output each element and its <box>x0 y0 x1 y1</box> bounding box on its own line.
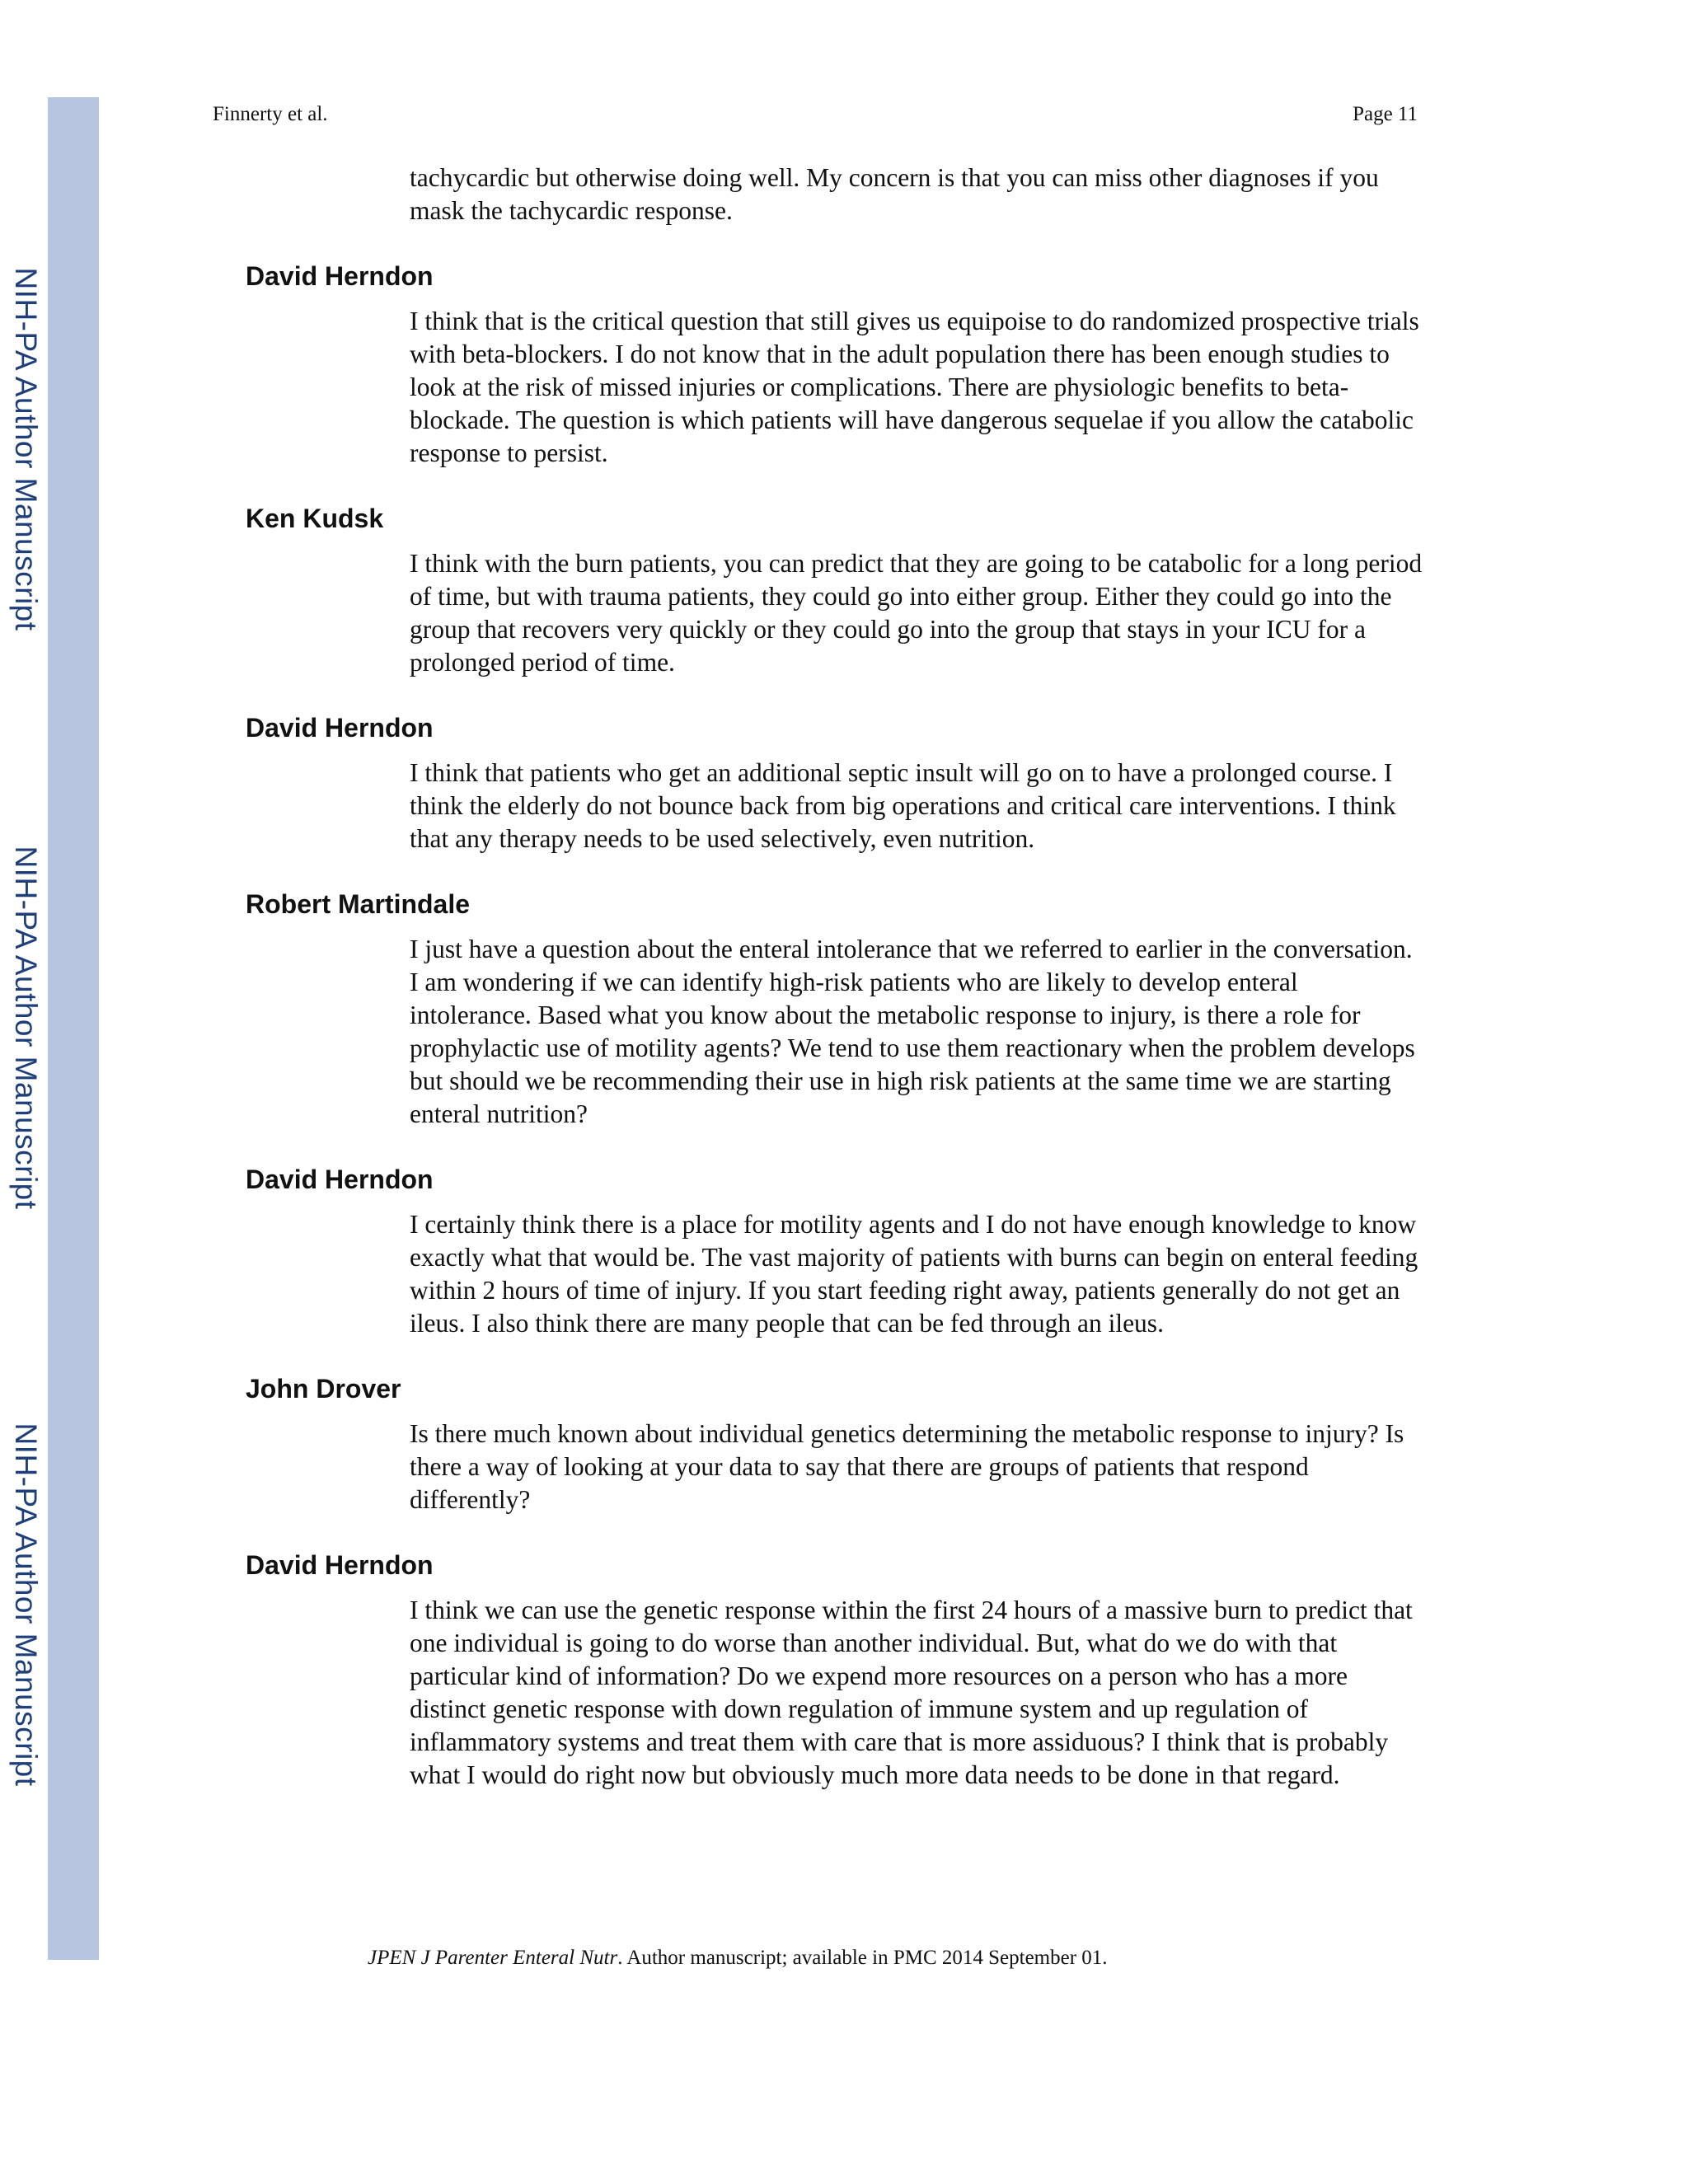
paragraph: I just have a question about the enteral intolerance that we referred to earlier in the conversation. I am wondering if we can identify high-risk patients who are likely to develop enteral intolerance. Based what you know about the metabolic response to injury, is there a role for prophylactic use of motility agents? We tend to use them reactionary when the problem develops but should we be recommending their use in high risk patients at the same time we are starting enteral nutrition? <box>410 935 1415 1128</box>
running-head-page-number: Page 11 <box>1353 103 1418 125</box>
exchange <box>0 1372 1688 1516</box>
exchange <box>0 502 1688 679</box>
paragraph: I certainly think there is a place for motility agents and I do not have enough knowledge to know exactly what that would be. The vast majority of patients with burns can begin on enteral feeding within 2 hours of time of injury. If you start feeding right away, patients generally do not get an ileus. I also think there are many people that can be fed through an ileus. <box>410 1210 1418 1338</box>
speaker-name: David Herndon <box>246 713 434 743</box>
paragraph: I think with the burn patients, you can predict that they are going to be catabolic for a long period of time, but with trauma patients, they could go into either group. Either they could go into the group that recovers very quickly or they could go into the group that stays in your ICU for a prolonged period of time. <box>410 549 1423 677</box>
speaker-name: Robert Martindale <box>246 889 471 919</box>
availability-note: . Author manuscript; available in PMC 2014 September 01. <box>617 1947 1108 1969</box>
journal-name: JPEN J Parenter Enteral Nutr <box>368 1947 618 1969</box>
speaker-name: John Drover <box>246 1374 401 1404</box>
paragraph: tachycardic but otherwise doing well. My concern is that you can miss other diagnoses if you mask the tachycardic response. <box>410 163 1379 225</box>
exchange <box>0 1549 1688 1792</box>
speaker-name: Ken Kudsk <box>246 504 384 533</box>
speaker-name: David Herndon <box>246 1165 434 1194</box>
exchange <box>0 888 1688 1131</box>
running-head-authors: Finnerty et al. <box>213 103 328 125</box>
paragraph: Is there much known about individual genetics determining the metabolic response to injury? Is there a way of looking at your data to say that there are groups of patients that respond differently? <box>410 1419 1404 1514</box>
speaker-name: David Herndon <box>246 1550 434 1580</box>
exchange <box>0 260 1688 470</box>
transcript <box>0 162 1688 1792</box>
exchange <box>0 711 1688 855</box>
paragraph: I think that patients who get an additional septic insult will go on to have a prolonged course. I think the elderly do not bounce back from big operations and critical care interventions. I think that any therapy needs to be used selectively, even nutrition. <box>410 758 1396 853</box>
exchange <box>0 1163 1688 1340</box>
speaker-name: David Herndon <box>246 261 434 291</box>
paragraph: I think that is the critical question that still gives us equipoise to do randomized prospective trials with beta-blockers. I do not know that in the adult population there has been enough studies to look at the risk of missed injuries or complications. There are physiologic benefits to beta-blockade. The question is which patients will have dangerous sequelae if you allow the catabolic response to persist. <box>410 307 1419 467</box>
footer-citation <box>368 1947 1108 1970</box>
paragraph: I think we can use the genetic response within the first 24 hours of a massive burn to predict that one individual is going to do worse than another individual. But, what do we do with that particular kind of information? Do we expend more resources on a person who has a more distinct genetic response with down regulation of immune system and up regulation of inflammatory systems and treat them with care that is more assiduous? I think that is probably what I would do right now but obviously much more data needs to be done in that regard. <box>410 1596 1413 1789</box>
